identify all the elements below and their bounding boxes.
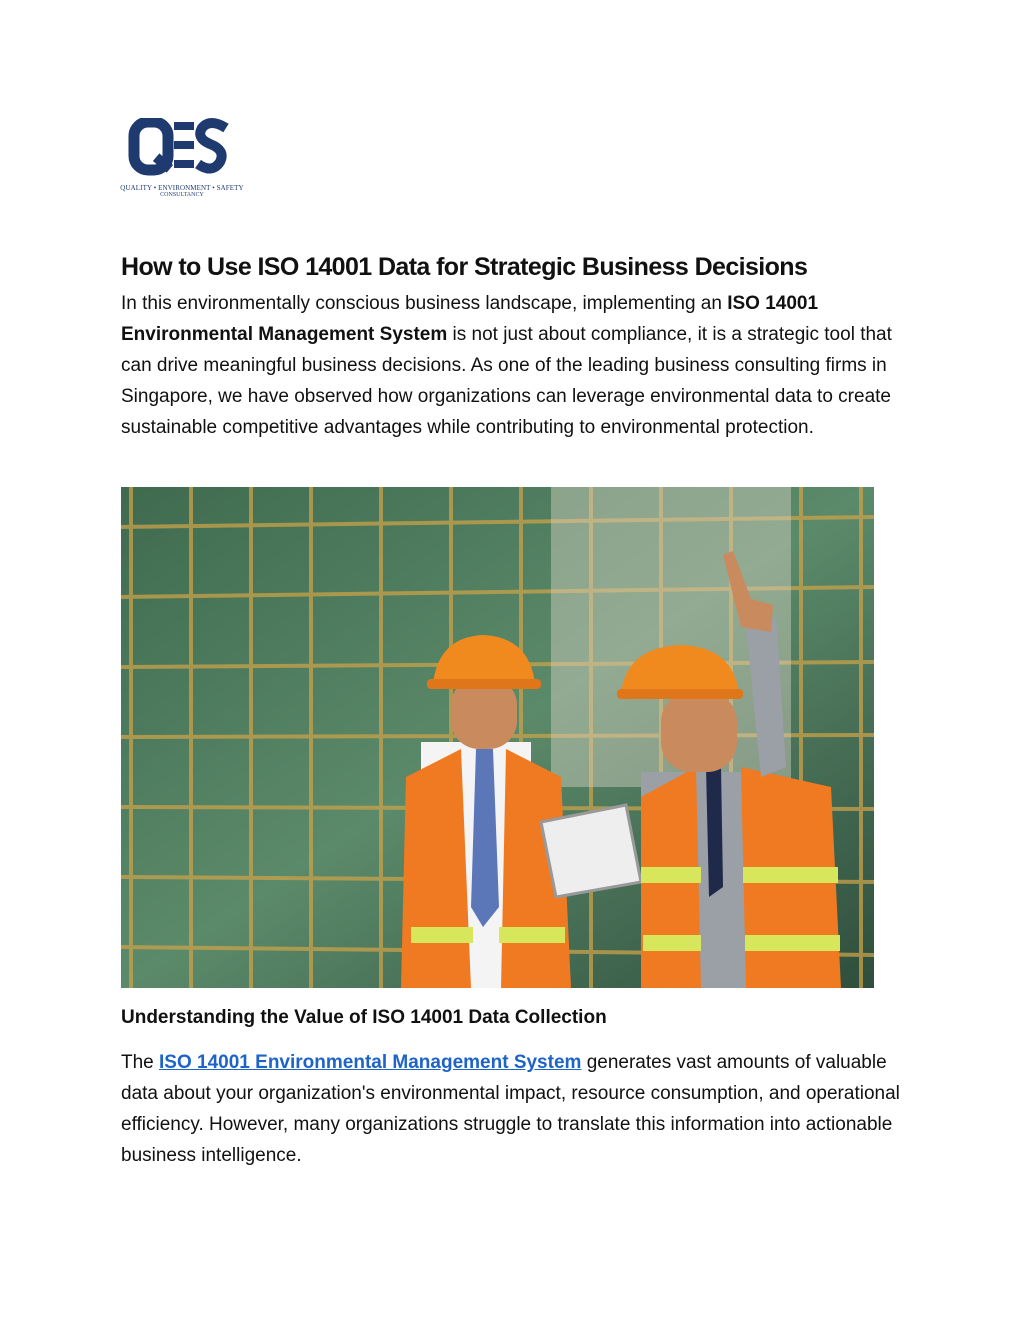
qes-logo [118, 118, 246, 200]
engineers-photo-illustration [121, 487, 874, 988]
intro-text-2: is not just about compliance, it is a strategic tool that can drive meaningful business decisions. As one of the leading business consulting firms in Singapore, we have observed how organizations can leverage environmental data to create sustainable competitive advantages while contributing to environmental protection. [121, 324, 892, 438]
logo-tagline: QUALITY • ENVIRONMENT • SAFETY [120, 184, 244, 192]
intro-text-1: In this environmentally conscious business landscape, implementing an [121, 293, 728, 314]
section-heading: Understanding the Value of ISO 14001 Data Collection [121, 1007, 607, 1028]
iso-ems-link[interactable]: ISO 14001 Environmental Management System [159, 1052, 582, 1073]
qes-logo-mark [118, 118, 246, 182]
page-title: How to Use ISO 14001 Data for Strategic Business Decisions [121, 253, 808, 281]
intro-bold: ISO 14001 Environmental Management System [121, 293, 819, 345]
section-body: generates vast amounts of valuable data about your organization's environmental impact, resource consumption, and operational efficiency. However, many organizations struggle to translate this information into actionable business intelligence. [121, 1052, 900, 1166]
intro-paragraph [121, 288, 911, 443]
logo-subline: CONSULTANCY [160, 192, 204, 198]
section-paragraph [121, 1047, 911, 1171]
section-lead: The [121, 1052, 160, 1073]
engineers-photo [121, 487, 874, 988]
